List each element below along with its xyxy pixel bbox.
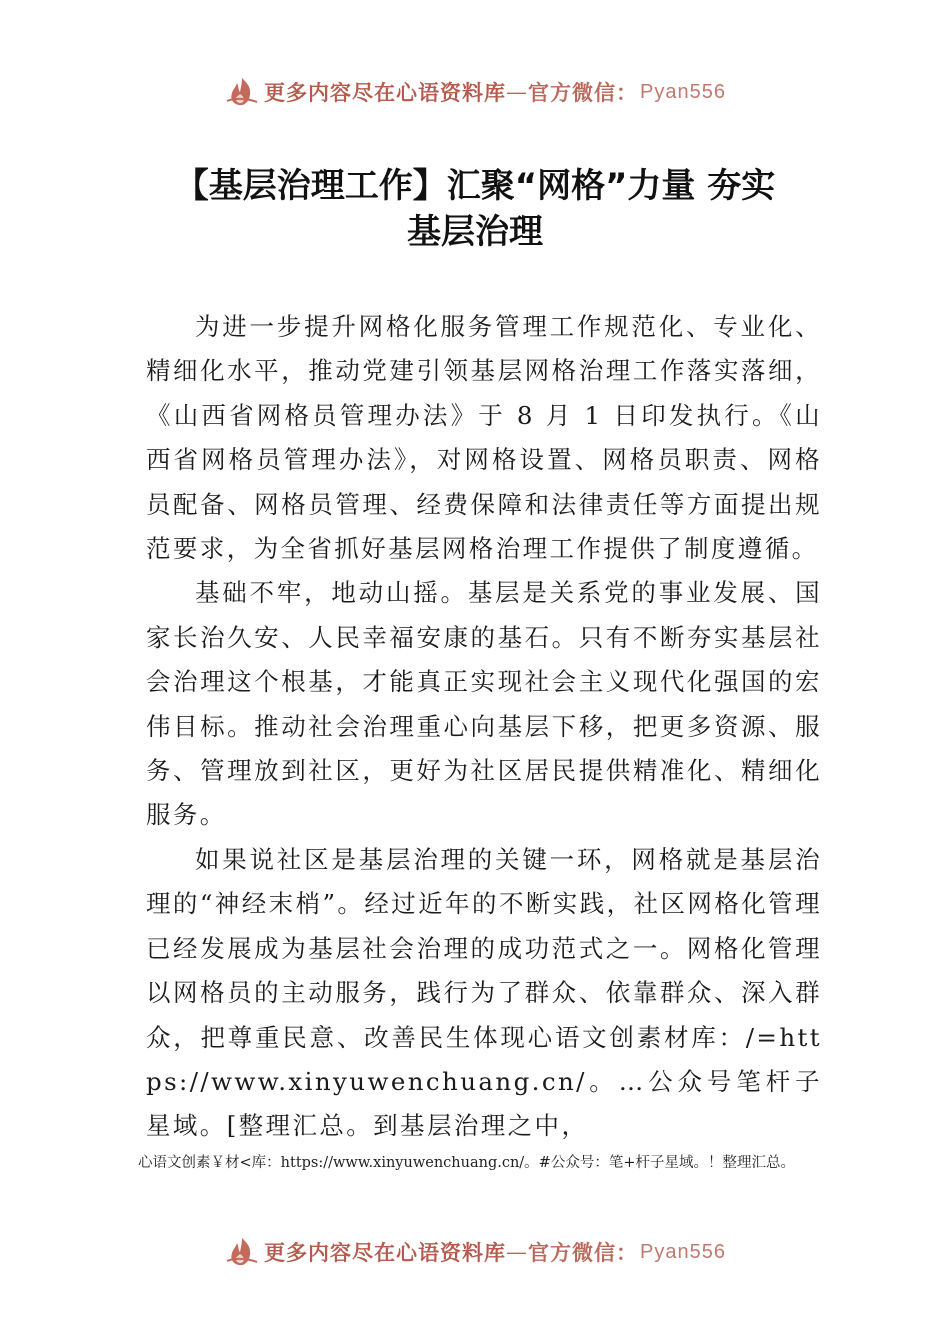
header-banner <box>0 70 950 114</box>
paragraph: 如果说社区是基层治理的关键一环，网格就是基层治理的“神经末梢”。经过近年的不断实践，社区网格化管理已经发展成为基层社会治理的成功范式之一。网格化管理以网格员的主动服务，践行为了群众、依靠群众、深入群众，把尊重民意、改善民生体现心语文创素材库：/=https://www.xinyuwenchuang.cn/。…公众号笔杆子星域。[整理汇总。到基层治理之中， <box>146 844 822 1141</box>
banner-wechat-label: 官方微信： <box>528 1240 639 1265</box>
banner-brand-text: 更多内容尽在心语资料库 <box>264 80 507 105</box>
document-title <box>100 163 850 255</box>
footnote: 心语文创素￥材<库：https://www.xinyuwenchuang.cn/。#公众号：笔+杆子星域。！整理汇总。 <box>138 1155 795 1171</box>
title-line-1: 【基层治理工作】汇聚“网格”力量 夯实 <box>174 166 776 206</box>
fire-logo-icon <box>224 1234 260 1270</box>
paragraph: 基础不牢，地动山摇。基层是关系党的事业发展、国家长治久安、人民幸福安康的基石。只有不断夯实基层社会治理这个根基，才能真正实现社会主义现代化强国的宏伟目标。推动社会治理重心向基层下移，把更多资源、服务、管理放到社区，更好为社区居民提供精准化、精细化服务。 <box>146 578 822 830</box>
banner-wechat-id: Pyan556 <box>640 80 726 103</box>
banner-separator: — <box>506 1240 529 1264</box>
document-body <box>146 305 822 1149</box>
banner-brand-text: 更多内容尽在心语资料库 <box>264 1240 507 1265</box>
banner-wechat-id: Pyan556 <box>640 1240 726 1263</box>
paragraph: 为进一步提升网格化服务管理工作规范化、专业化、精细化水平，推动党建引领基层网格治理工作落实落细，《山西省网格员管理办法》于 8 月 1 日印发执行。《山西省网格员管理办法》，对网格设置、网格员职责、网格员配备、网格员管理、经费保障和法律责任等方面提出规范要求，为全省抓好基层网格治理工作提供了制度遵循。 <box>146 312 822 564</box>
footer-banner <box>0 1230 950 1274</box>
banner-separator: — <box>506 80 529 104</box>
title-line-2: 基层治理 <box>407 212 543 252</box>
banner-wechat-label: 官方微信： <box>528 80 639 105</box>
fire-logo-icon <box>224 74 260 110</box>
